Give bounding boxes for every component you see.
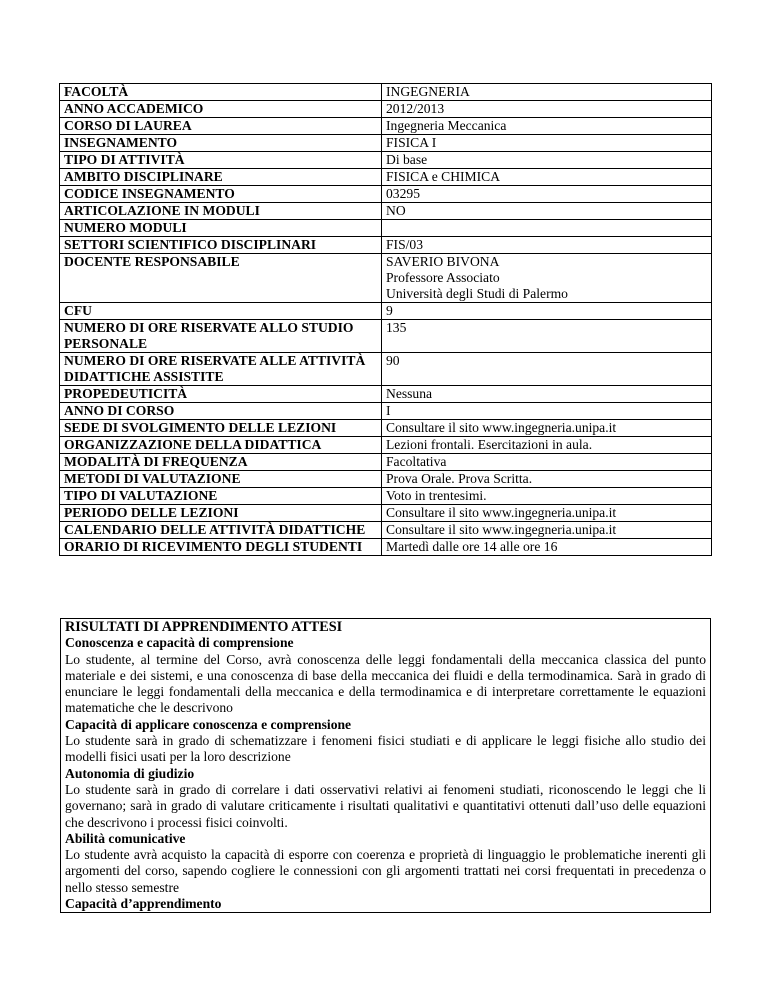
info-row — [60, 488, 712, 505]
info-value-cell — [382, 353, 712, 386]
info-label: ANNO DI CORSO — [60, 403, 382, 420]
info-value-cell — [382, 101, 712, 118]
info-row — [60, 169, 712, 186]
info-value-cell — [382, 539, 712, 556]
learning-outcomes-sections — [65, 635, 706, 912]
info-row — [60, 237, 712, 254]
info-label: NUMERO DI ORE RISERVATE ALLO STUDIO PERSONALE — [60, 320, 382, 353]
outcome-text: Lo studente avrà acquisto la capacità di esporre con coerenza e proprietà di linguaggio le problematiche inerenti gli argomenti del corso, sapendo cogliere le connessioni con gli argomenti trattati nei corsi frequentati in precedenza o nello stesso semestre — [65, 847, 706, 895]
outcome-heading: Capacità di applicare conoscenza e comprensione — [65, 716, 352, 732]
info-row — [60, 471, 712, 488]
info-value-cell — [382, 152, 712, 169]
info-label: DOCENTE RESPONSABILE — [60, 254, 382, 303]
outcome-heading: Abilità comunicative — [65, 830, 186, 846]
info-label: SETTORI SCIENTIFICO DISCIPLINARI — [60, 237, 382, 254]
outcome-text: Lo studente sarà in grado di schematizzare i fenomeni fisici studiati e di applicare le leggi fisiche allo studio dei modelli fisici usati per la loro descrizione — [65, 733, 706, 765]
info-label: CFU — [60, 303, 382, 320]
info-label: ARTICOLAZIONE IN MODULI — [60, 203, 382, 220]
outcome-text: Lo studente sarà in grado di correlare i dati osservativi relativi ai fenomeni studiati, riconoscendo le leggi che li governano; sarà in grado di valutare criticamente i risultati qualitativi e quantitativi ottenuti dall’uso delle equazioni che descrivono i processi fisici coinvolti. — [65, 781, 706, 830]
info-value-cell — [382, 403, 712, 420]
outcome-heading: Autonomia di giudizio — [65, 765, 195, 781]
info-value-cell — [382, 84, 712, 101]
info-value: I — [386, 403, 391, 418]
course-info-body — [60, 84, 712, 556]
info-value: Voto in trentesimi. — [386, 488, 487, 503]
info-label: METODI DI VALUTAZIONE — [60, 471, 382, 488]
info-value: Di base — [386, 152, 428, 167]
info-label: PERIODO DELLE LEZIONI — [60, 505, 382, 522]
info-row — [60, 118, 712, 135]
info-row — [60, 505, 712, 522]
info-label: ORGANIZZAZIONE DELLA DIDATTICA — [60, 437, 382, 454]
outcome-heading: Capacità d’apprendimento — [65, 896, 222, 912]
info-row — [60, 437, 712, 454]
info-value: Consultare il sito www.ingegneria.unipa.it — [386, 420, 617, 435]
info-label: ORARIO DI RICEVIMENTO DEGLI STUDENTI — [60, 539, 382, 556]
info-value: 135 — [386, 320, 407, 335]
info-row — [60, 320, 712, 353]
info-value-cell — [382, 254, 712, 303]
info-label: INSEGNAMENTO — [60, 135, 382, 152]
learning-outcomes-box — [60, 618, 711, 913]
info-value-cell — [382, 186, 712, 203]
learning-outcomes-title: RISULTATI DI APPRENDIMENTO ATTESI — [65, 619, 343, 635]
info-label: CODICE INSEGNAMENTO — [60, 186, 382, 203]
info-label: NUMERO MODULI — [60, 220, 382, 237]
info-value: 03295 — [386, 186, 420, 201]
info-value: Lezioni frontali. Esercitazioni in aula. — [386, 437, 593, 452]
info-value-cell — [382, 169, 712, 186]
info-value-cell — [382, 237, 712, 254]
info-row — [60, 203, 712, 220]
info-row — [60, 522, 712, 539]
info-value: Università degli Studi di Palermo — [386, 286, 568, 301]
info-value: Nessuna — [386, 386, 433, 401]
info-value: INGEGNERIA — [386, 84, 470, 99]
info-label: ANNO ACCADEMICO — [60, 101, 382, 118]
info-value-cell — [382, 135, 712, 152]
info-row — [60, 539, 712, 556]
info-value-cell — [382, 488, 712, 505]
info-label: CORSO DI LAUREA — [60, 118, 382, 135]
info-value-cell — [382, 220, 712, 237]
info-label: CALENDARIO DELLE ATTIVITÀ DIDATTICHE — [60, 522, 382, 539]
info-row — [60, 254, 712, 303]
info-value-cell — [382, 320, 712, 353]
info-value-cell — [382, 118, 712, 135]
info-value: SAVERIO BIVONA — [386, 254, 500, 269]
info-value-cell — [382, 471, 712, 488]
info-value: Professore Associato — [386, 270, 500, 285]
info-value: Facoltativa — [386, 454, 447, 469]
info-value: 9 — [386, 303, 393, 318]
info-label: MODALITÀ DI FREQUENZA — [60, 454, 382, 471]
info-row — [60, 303, 712, 320]
info-value: Martedì dalle ore 14 alle ore 16 — [386, 539, 558, 554]
info-label: TIPO DI VALUTAZIONE — [60, 488, 382, 505]
info-value: FISICA I — [386, 135, 437, 150]
info-value: FIS/03 — [386, 237, 424, 252]
info-row — [60, 420, 712, 437]
info-row — [60, 101, 712, 118]
info-value-cell — [382, 203, 712, 220]
info-row — [60, 353, 712, 386]
info-label: SEDE DI SVOLGIMENTO DELLE LEZIONI — [60, 420, 382, 437]
info-value-cell — [382, 386, 712, 403]
info-value-cell — [382, 454, 712, 471]
info-value: 90 — [386, 353, 400, 368]
info-value — [386, 220, 707, 236]
outcome-text: Lo studente, al termine del Corso, avrà conoscenza delle leggi fondamentali della meccanica classica del punto materiale e dei sistemi, e una conoscenza di base della meccanica dei fluidi e della termodinamica. Sarà in grado di enunciare le leggi fondamentali della meccanica e della termodinamica e di interpretare correttamente le equazioni matematiche che le descrivono — [65, 651, 706, 716]
info-row — [60, 220, 712, 237]
info-label: AMBITO DISCIPLINARE — [60, 169, 382, 186]
info-row — [60, 454, 712, 471]
outcome-heading: Conoscenza e capacità di comprensione — [65, 635, 294, 651]
info-value: 2012/2013 — [386, 101, 445, 116]
info-label: FACOLTÀ — [60, 84, 382, 101]
info-value: Ingegneria Meccanica — [386, 118, 507, 133]
info-value: Prova Orale. Prova Scritta. — [386, 471, 533, 486]
info-label: PROPEDEUTICITÀ — [60, 386, 382, 403]
info-value-cell — [382, 303, 712, 320]
info-label: TIPO DI ATTIVITÀ — [60, 152, 382, 169]
info-value-cell — [382, 437, 712, 454]
info-row — [60, 84, 712, 101]
info-label: NUMERO DI ORE RISERVATE ALLE ATTIVITÀ DIDATTICHE ASSISTITE — [60, 353, 382, 386]
info-row — [60, 135, 712, 152]
info-value-cell — [382, 505, 712, 522]
info-row — [60, 386, 712, 403]
info-value-cell — [382, 522, 712, 539]
course-info-table — [59, 83, 712, 556]
info-value: Consultare il sito www.ingegneria.unipa.it — [386, 522, 617, 537]
info-value: FISICA e CHIMICA — [386, 169, 501, 184]
info-row — [60, 403, 712, 420]
info-value-cell — [382, 420, 712, 437]
info-row — [60, 152, 712, 169]
info-row — [60, 186, 712, 203]
info-value: Consultare il sito www.ingegneria.unipa.it — [386, 505, 617, 520]
info-value: NO — [386, 203, 406, 218]
